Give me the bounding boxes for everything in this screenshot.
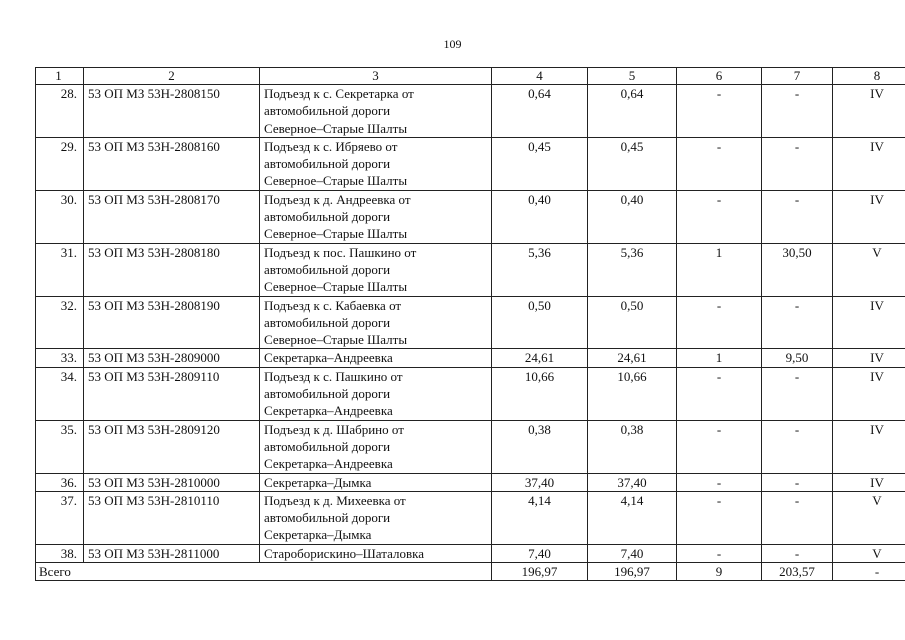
road-name-line: Северное–Старые Шалты (264, 173, 408, 189)
road-name (260, 85, 492, 138)
row-number: 35. (36, 420, 84, 473)
road-code: 53 ОП МЗ 53Н-2810110 (84, 491, 260, 544)
col-7-value: - (762, 473, 833, 491)
page-number: 109 (443, 37, 462, 51)
road-code: 53 ОП МЗ 53Н-2809110 (84, 367, 260, 420)
road-code: 53 ОП МЗ 53Н-2810000 (84, 473, 260, 491)
table-row (36, 85, 905, 138)
col-4-value: 0,45 (492, 137, 588, 190)
col-6-value: - (677, 473, 762, 491)
col-8-value: IV (833, 367, 905, 420)
col-6-value: 1 (677, 349, 762, 367)
road-name (260, 367, 492, 420)
table-row (36, 296, 905, 349)
row-number: 29. (36, 137, 84, 190)
row-number: 38. (36, 544, 84, 562)
col-6-value: - (677, 190, 762, 243)
road-name-line: Подъезд к пос. Пашкино от (264, 244, 417, 260)
column-number: 7 (762, 68, 833, 85)
col-7-value: - (762, 190, 833, 243)
road-code: 53 ОП МЗ 53Н-2808150 (84, 85, 260, 138)
col-7-value: 30,50 (762, 243, 833, 296)
road-name (260, 137, 492, 190)
road-name-line: автомобильной дороги (264, 103, 391, 119)
road-code: 53 ОП МЗ 53Н-2808180 (84, 243, 260, 296)
road-name-line: Секретарка–Андреевка (264, 403, 393, 419)
road-code: 53 ОП МЗ 53Н-2808190 (84, 296, 260, 349)
col-5-value: 0,38 (588, 420, 677, 473)
col-5-value: 0,64 (588, 85, 677, 138)
col-8-value: IV (833, 296, 905, 349)
road-name (260, 544, 492, 562)
table-row (36, 473, 905, 491)
col-8-value: IV (833, 349, 905, 367)
road-name-line: Подъезд к д. Михеевка от (264, 492, 406, 508)
road-name (260, 473, 492, 491)
col-6-value: - (677, 420, 762, 473)
col-6-value: - (677, 296, 762, 349)
road-name-line: Подъезд к с. Кабаевка от (264, 297, 402, 313)
total-col-8: - (833, 563, 905, 581)
road-name-line: Староборискино–Шаталовка (264, 545, 424, 561)
col-4-value: 7,40 (492, 544, 588, 562)
column-number: 6 (677, 68, 762, 85)
table-row (36, 190, 905, 243)
road-name-line: автомобильной дороги (264, 510, 391, 526)
row-number: 36. (36, 473, 84, 491)
col-8-value: IV (833, 190, 905, 243)
col-7-value: - (762, 85, 833, 138)
col-8-value: IV (833, 420, 905, 473)
col-7-value: - (762, 420, 833, 473)
col-4-value: 0,64 (492, 85, 588, 138)
table-row (36, 137, 905, 190)
total-label: Всего (36, 563, 492, 581)
col-6-value: - (677, 367, 762, 420)
road-name-line: Северное–Старые Шалты (264, 332, 408, 348)
road-code: 53 ОП МЗ 53Н-2809120 (84, 420, 260, 473)
road-name-line: автомобильной дороги (264, 314, 391, 330)
col-5-value: 7,40 (588, 544, 677, 562)
col-4-value: 5,36 (492, 243, 588, 296)
col-5-value: 0,50 (588, 296, 677, 349)
road-name (260, 491, 492, 544)
col-4-value: 24,61 (492, 349, 588, 367)
column-number: 1 (36, 68, 84, 85)
col-7-value: 9,50 (762, 349, 833, 367)
col-5-value: 5,36 (588, 243, 677, 296)
road-code: 53 ОП МЗ 53Н-2811000 (84, 544, 260, 562)
col-4-value: 0,40 (492, 190, 588, 243)
road-name-line: автомобильной дороги (264, 156, 391, 172)
col-5-value: 0,45 (588, 137, 677, 190)
column-number: 4 (492, 68, 588, 85)
road-name-line: Северное–Старые Шалты (264, 279, 408, 295)
col-6-value: - (677, 491, 762, 544)
road-name (260, 420, 492, 473)
col-5-value: 0,40 (588, 190, 677, 243)
total-row (36, 563, 905, 581)
table-row (36, 367, 905, 420)
column-number: 3 (260, 68, 492, 85)
road-name-line: автомобильной дороги (264, 438, 391, 454)
row-number: 33. (36, 349, 84, 367)
col-5-value: 24,61 (588, 349, 677, 367)
road-name-line: Подъезд к д. Шабрино от (264, 421, 404, 437)
col-4-value: 0,50 (492, 296, 588, 349)
col-7-value: - (762, 544, 833, 562)
row-number: 32. (36, 296, 84, 349)
col-4-value: 0,38 (492, 420, 588, 473)
col-7-value: - (762, 491, 833, 544)
row-number: 34. (36, 367, 84, 420)
road-name-line: Северное–Старые Шалты (264, 120, 408, 136)
table-row (36, 349, 905, 367)
road-name-line: автомобильной дороги (264, 209, 391, 225)
col-4-value: 4,14 (492, 491, 588, 544)
col-5-value: 4,14 (588, 491, 677, 544)
road-name-line: Подъезд к д. Андреевка от (264, 191, 411, 207)
road-name-line: Северное–Старые Шалты (264, 226, 408, 242)
col-6-value: - (677, 85, 762, 138)
col-4-value: 37,40 (492, 473, 588, 491)
road-name-line: Секретарка–Андреевка (264, 350, 393, 366)
col-8-value: IV (833, 85, 905, 138)
road-name (260, 190, 492, 243)
table-row (36, 544, 905, 562)
road-name-line: Секретарка–Андреевка (264, 456, 393, 472)
roads-table-body (36, 68, 905, 581)
col-6-value: - (677, 137, 762, 190)
col-5-value: 10,66 (588, 367, 677, 420)
total-col-7: 203,57 (762, 563, 833, 581)
table-row (36, 243, 905, 296)
row-number: 31. (36, 243, 84, 296)
total-col-6: 9 (677, 563, 762, 581)
row-number: 30. (36, 190, 84, 243)
column-number: 8 (833, 68, 905, 85)
col-8-value: IV (833, 137, 905, 190)
total-col-5: 196,97 (588, 563, 677, 581)
col-7-value: - (762, 296, 833, 349)
column-number: 5 (588, 68, 677, 85)
road-code: 53 ОП МЗ 53Н-2809000 (84, 349, 260, 367)
row-number: 28. (36, 85, 84, 138)
column-number: 2 (84, 68, 260, 85)
road-name-line: автомобильной дороги (264, 261, 391, 277)
col-6-value: 1 (677, 243, 762, 296)
col-7-value: - (762, 137, 833, 190)
total-col-4: 196,97 (492, 563, 588, 581)
table-row (36, 491, 905, 544)
col-8-value: IV (833, 473, 905, 491)
col-5-value: 37,40 (588, 473, 677, 491)
road-name (260, 349, 492, 367)
road-name (260, 243, 492, 296)
road-code: 53 ОП МЗ 53Н-2808170 (84, 190, 260, 243)
road-name-line: автомобильной дороги (264, 386, 391, 402)
col-8-value: V (833, 243, 905, 296)
col-7-value: - (762, 367, 833, 420)
road-code: 53 ОП МЗ 53Н-2808160 (84, 137, 260, 190)
roads-table (35, 67, 905, 581)
col-8-value: V (833, 544, 905, 562)
col-8-value: V (833, 491, 905, 544)
road-name (260, 296, 492, 349)
road-name-line: Секретарка–Дымка (264, 474, 372, 490)
table-row (36, 420, 905, 473)
road-name-line: Подъезд к с. Секретарка от (264, 86, 414, 101)
road-name-line: Подъезд к с. Пашкино от (264, 368, 403, 384)
road-name-line: Подъезд к с. Ибряево от (264, 138, 398, 154)
col-6-value: - (677, 544, 762, 562)
road-name-line: Секретарка–Дымка (264, 527, 372, 543)
col-4-value: 10,66 (492, 367, 588, 420)
row-number: 37. (36, 491, 84, 544)
column-number-row (36, 68, 905, 85)
